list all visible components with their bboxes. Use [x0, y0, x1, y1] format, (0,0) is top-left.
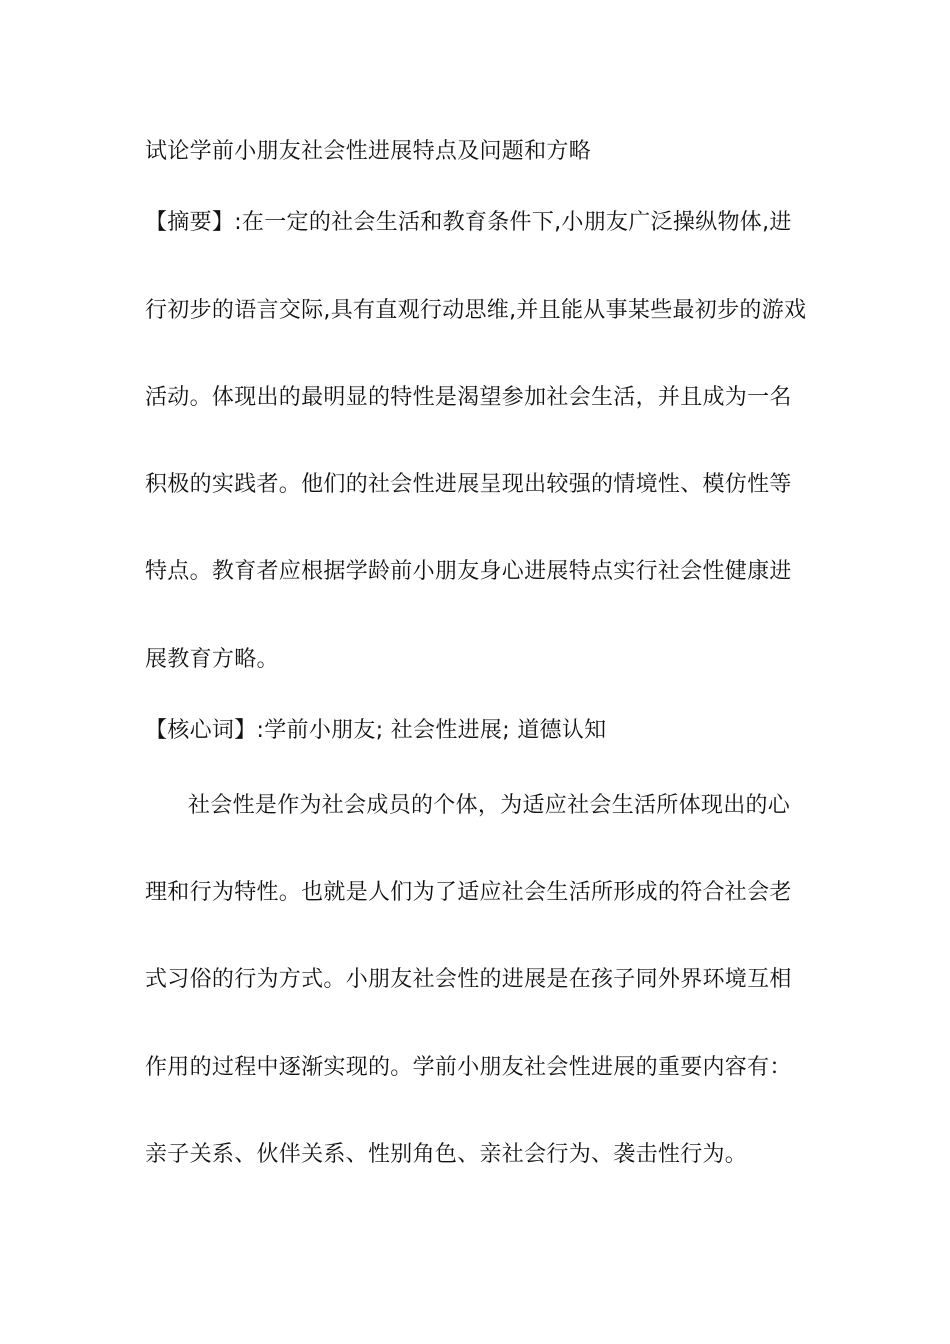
abstract-line: 展教育方略。 — [145, 647, 279, 672]
keywords-line: 【核心词】:学前小朋友; 社会性进展; 道德认知 — [145, 718, 607, 743]
abstract-line: 特点。教育者应根据学龄前小朋友身心进展特点实行社会性健康进 — [145, 559, 792, 584]
body-line: 理和行为特性。也就是人们为了适应社会生活所形成的符合社会老 — [145, 880, 792, 905]
body-line: 式习俗的行为方式。小朋友社会性的进展是在孩子同外界环境互相 — [145, 967, 792, 992]
abstract-line: 行初步的语言交际,具有直观行动思维,并且能从事某些最初步的游戏 — [145, 298, 807, 323]
body-line: 亲子关系、伙伴关系、性别角色、亲社会行为、袭击性行为。 — [145, 1142, 748, 1167]
abstract-line: 活动。体现出的最明显的特性是渴望参加社会生活，并且成为一名 — [145, 385, 792, 410]
body-line: 社会性是作为社会成员的个体，为适应社会生活所体现出的心 — [188, 793, 791, 818]
body-line: 作用的过程中逐渐实现的。学前小朋友社会性进展的重要内容有： — [145, 1055, 792, 1080]
document-title: 试论学前小朋友社会性进展特点及问题和方略 — [145, 139, 592, 164]
abstract-line: 【摘要】:在一定的社会生活和教育条件下,小朋友广泛操纵物体,进 — [145, 210, 792, 235]
abstract-line: 积极的实践者。他们的社会性进展呈现出较强的情境性、模仿性等 — [145, 472, 792, 497]
